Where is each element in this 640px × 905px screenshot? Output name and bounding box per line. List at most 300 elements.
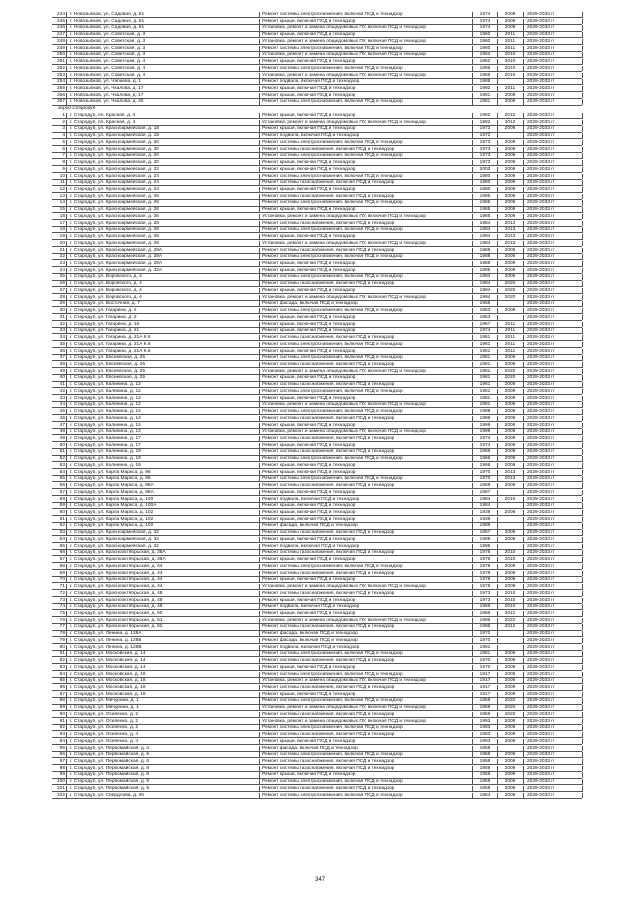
table-row bbox=[0, 692, 640, 698]
address-cell: г. Стародуб, ул. Красноармейская, д. 28А bbox=[70, 254, 163, 260]
work-type-cell: Ремонт крыши, включая ПСД и технадзор bbox=[262, 92, 356, 98]
row-number: 7 bbox=[62, 153, 65, 159]
build-year-cell: 1999 bbox=[479, 429, 491, 435]
row-number: 57 bbox=[59, 489, 65, 495]
row-number: 56 bbox=[59, 483, 65, 489]
address-cell: г. Стародуб, ул. Краснооктябрьская, д. 48 bbox=[70, 597, 163, 603]
period-cell: 2029-2033 гг bbox=[527, 180, 555, 186]
column-divider bbox=[582, 537, 583, 543]
build-year-cell: 1974 bbox=[479, 25, 491, 31]
last-repair-cell: 2009 bbox=[504, 180, 516, 186]
period-cell: 2029-2033 гг bbox=[527, 550, 555, 556]
work-type-cell: Ремонт крыши, включая ПСД и технадзор bbox=[262, 610, 356, 616]
row-number: 41 bbox=[59, 382, 65, 388]
period-cell: 2029-2033 гг bbox=[527, 52, 555, 58]
row-number: 101 bbox=[56, 785, 65, 791]
work-type-cell: Ремонт системы газоснабжения, включая ПСД и технадзор bbox=[262, 180, 395, 186]
build-year-cell: 1970 bbox=[479, 637, 491, 643]
work-type-cell: Ремонт системы электроснабжения, включая ПСД и технадзор bbox=[262, 45, 403, 51]
period-cell: 2029-2033 гг bbox=[527, 328, 555, 334]
address-cell: г. Стародуб, ул. Красноармейская, д. 28А bbox=[70, 261, 163, 266]
address-cell: г. Стародуб, ул. Первомайская, д. 6 bbox=[70, 752, 150, 758]
address-cell: г. Стародуб, ул. Калинина, д. 14 bbox=[70, 422, 141, 428]
column-divider bbox=[582, 429, 583, 435]
row-rule bbox=[52, 798, 582, 799]
column-divider bbox=[582, 692, 583, 698]
build-year-cell: 1960 bbox=[479, 32, 491, 38]
column-divider bbox=[582, 523, 583, 529]
work-type-cell: Ремонт системы газоснабжения, включая ПСД и технадзор bbox=[262, 570, 395, 576]
last-repair-cell: 2009 bbox=[504, 442, 516, 448]
period-cell: 2029-2033 гг bbox=[527, 186, 555, 192]
period-cell: 2029-2033 гг bbox=[527, 664, 555, 670]
table-row bbox=[0, 288, 640, 294]
row-number: 83 bbox=[59, 664, 65, 670]
row-number: 18 bbox=[59, 227, 65, 233]
address-cell: г. Стародуб, ул. Красноармейская, д. 20 bbox=[70, 146, 159, 152]
work-type-cell: Ремонт системы электроснабжения, включая ПСД и технадзор bbox=[262, 254, 403, 260]
work-type-cell: Ремонт системы газоснабжения, включая ПСД и технадзор bbox=[262, 732, 395, 738]
address-cell: г. Новозыбков, ул. Чапаева, д. 1 bbox=[70, 79, 142, 85]
last-repair-cell: 2010 bbox=[504, 65, 516, 71]
work-type-cell: Ремонт системы электроснабжения, включая ПСД и технадзор bbox=[262, 476, 403, 482]
column-divider bbox=[582, 490, 583, 496]
row-number: 69 bbox=[59, 570, 65, 576]
address-cell: г. Новозыбков, ул. Советская, д. 4 bbox=[70, 72, 146, 78]
table-row bbox=[0, 752, 640, 758]
address-cell: г. Стародуб, ул. Красноармейская, д. 26 bbox=[70, 213, 159, 219]
address-cell: г. Стародуб, ул. Карла Маркса, д. 102 bbox=[70, 523, 154, 529]
row-number: 75 bbox=[59, 610, 65, 616]
work-type-cell: Ремонт подвала, включая ПСД и технадзор bbox=[262, 496, 360, 502]
build-year-cell: 1966 bbox=[479, 72, 491, 78]
address-cell: г. Стародуб, ул. Краснооктябрьская, д. 44 bbox=[70, 584, 163, 590]
column-divider bbox=[582, 550, 583, 556]
column-divider bbox=[582, 147, 583, 153]
address-cell: г. Стародуб, ул. Карла Маркса, д. 98А bbox=[70, 489, 154, 495]
work-type-cell: Ремонт системы газоснабжения, включая ПСД и технадзор bbox=[262, 415, 395, 421]
last-repair-cell: 2009 bbox=[504, 792, 516, 798]
build-year-cell: 1981 bbox=[479, 355, 491, 361]
period-cell: 2029-2033 гг bbox=[527, 442, 555, 448]
column-divider bbox=[582, 517, 583, 523]
row-number: 98 bbox=[59, 765, 65, 771]
column-divider bbox=[582, 786, 583, 792]
column-divider bbox=[582, 712, 583, 718]
row-number: 54 bbox=[59, 469, 65, 475]
work-type-cell: Ремонт системы электроснабжения, включая ПСД и технадзор bbox=[262, 792, 403, 798]
table-row bbox=[0, 530, 640, 536]
table-row bbox=[0, 786, 640, 792]
work-type-cell: Ремонт системы газоснабжения, включая ПСД и технадзор bbox=[262, 624, 395, 630]
column-divider bbox=[582, 59, 583, 65]
address-cell: г. Стародуб, ул. Красноармейская, д. 28 bbox=[70, 234, 159, 240]
table-row bbox=[0, 651, 640, 657]
period-cell: 2029-2033 гг bbox=[527, 435, 555, 441]
work-type-cell: Ремонт крыши, включая ПСД и технадзор bbox=[262, 489, 356, 495]
address-cell: г. Стародуб, ул. Калинина, д. 14 bbox=[70, 415, 141, 421]
last-repair-cell: 2009 bbox=[504, 207, 516, 213]
period-cell: 2029-2033 гг bbox=[527, 160, 555, 166]
row-number: 26 bbox=[59, 281, 65, 287]
work-type-cell: Ремонт подвала, включая ПСД и технадзор bbox=[262, 543, 360, 549]
column-divider bbox=[582, 308, 583, 314]
last-repair-cell: 2022 bbox=[504, 617, 516, 623]
build-year-cell: 1984 bbox=[479, 503, 491, 509]
work-type-cell: Ремонт системы электроснабжения, включая ПСД и технадзор bbox=[262, 341, 403, 347]
column-divider bbox=[582, 315, 583, 321]
period-cell: 2029-2033 гг bbox=[527, 361, 555, 367]
row-number: 16 bbox=[59, 213, 65, 219]
last-repair-cell: 2020 bbox=[504, 698, 516, 704]
table-row bbox=[0, 672, 640, 678]
table-row bbox=[0, 577, 640, 583]
last-repair-cell: 2009 bbox=[504, 759, 516, 765]
build-year-cell: 1973 bbox=[479, 146, 491, 152]
build-year-cell: 1999 bbox=[479, 409, 491, 415]
row-number: 31 bbox=[59, 314, 65, 320]
work-type-cell: Установка, ремонт и замена общедомовых ПУ, включая ПСД и технадзор bbox=[262, 213, 427, 219]
row-number: 71 bbox=[59, 584, 65, 590]
table-row bbox=[0, 86, 640, 92]
table-row bbox=[0, 456, 640, 462]
row-number: 24 bbox=[59, 267, 65, 273]
last-repair-cell: 2009 bbox=[504, 186, 516, 192]
row-number: 60 bbox=[59, 510, 65, 516]
address-cell: г. Стародуб, ул. Красноармейская, д. 32А bbox=[70, 267, 163, 273]
period-cell: 2029-2033 гг bbox=[527, 557, 555, 563]
table-row bbox=[0, 584, 640, 590]
address-cell: г. Стародуб, ул. Калинина, д. 12 bbox=[70, 382, 141, 388]
address-cell: г. Стародуб, ул. Калинина, д. 12 bbox=[70, 402, 141, 408]
row-number: 30 bbox=[59, 308, 65, 314]
column-divider bbox=[582, 261, 583, 267]
build-year-cell: 1970 bbox=[479, 469, 491, 475]
build-year-cell: 2003 bbox=[479, 166, 491, 172]
build-year-cell: 1992 bbox=[479, 119, 491, 125]
address-cell: г. Стародуб, ул. Московская, д. 16 bbox=[70, 691, 146, 697]
address-cell: г. Новозыбков, ул. Советская, д. 3 bbox=[70, 38, 146, 44]
build-year-cell: 1958 bbox=[479, 301, 491, 307]
column-divider bbox=[582, 187, 583, 193]
row-number: 96 bbox=[59, 752, 65, 758]
address-cell: г. Стародуб, ул. Красноармейская, д. 26 bbox=[70, 200, 159, 206]
row-number: 51 bbox=[59, 449, 65, 455]
address-cell: г. Стародуб, ул. Краснооктябрьская, д. 44 bbox=[70, 570, 163, 576]
build-year-cell: 1981 bbox=[479, 348, 491, 354]
row-number: 70 bbox=[59, 577, 65, 583]
build-year-cell: 1985 bbox=[479, 213, 491, 219]
address-cell: г. Стародуб, ул. Гагарина, д. 21А К.6 bbox=[70, 335, 151, 341]
period-cell: 2029-2033 гг bbox=[527, 173, 555, 179]
period-cell: 2029-2033 гг bbox=[527, 341, 555, 347]
address-cell: г. Стародуб, ул. Калинина, д. 12 bbox=[70, 395, 141, 401]
last-repair-cell: 2013 bbox=[504, 240, 516, 246]
row-number: 72 bbox=[59, 590, 65, 596]
table-row bbox=[0, 402, 640, 408]
table-row bbox=[0, 658, 640, 664]
row-number: 53 bbox=[59, 462, 65, 468]
address-cell: г. Стародуб, ул. Первомайская, д. 9 bbox=[70, 779, 150, 785]
column-divider bbox=[582, 167, 583, 173]
last-repair-cell: 2009 bbox=[504, 752, 516, 758]
row-number: 1 bbox=[62, 112, 65, 118]
period-cell: 2029-2033 гг bbox=[527, 563, 555, 569]
work-type-cell: Ремонт крыши, включая ПСД и технадзор bbox=[262, 597, 356, 603]
build-year-cell: 1981 bbox=[479, 375, 491, 381]
work-type-cell: Ремонт системы электроснабжения, включая ПСД и технадзор bbox=[262, 651, 403, 657]
address-cell: г. Новозыбков, ул. Чкалова, д. 17 bbox=[70, 86, 144, 92]
build-year-cell: 1988 bbox=[479, 254, 491, 260]
last-repair-cell: 2009 bbox=[504, 483, 516, 489]
period-cell: 2029-2033 гг bbox=[527, 126, 555, 132]
last-repair-cell: 2009 bbox=[504, 577, 516, 583]
work-type-cell: Ремонт системы электроснабжения, включая ПСД и технадзор bbox=[262, 308, 403, 314]
build-year-cell: 1960 bbox=[479, 38, 491, 44]
row-number: 28 bbox=[59, 294, 65, 300]
last-repair-cell: 2009 bbox=[504, 456, 516, 462]
work-type-cell: Установка, ремонт и замена общедомовых ПУ, включая ПСД и технадзор bbox=[262, 294, 427, 300]
table-row bbox=[0, 564, 640, 570]
row-number: 20 bbox=[59, 240, 65, 246]
work-type-cell: Ремонт крыши, включая ПСД и технадзор bbox=[262, 314, 356, 320]
build-year-cell: 1966 bbox=[479, 610, 491, 616]
row-number: 52 bbox=[59, 456, 65, 462]
address-cell: г. Стародуб, ул. Евсеевская, д. 25 bbox=[70, 375, 146, 381]
last-repair-cell: 2011 bbox=[504, 45, 516, 51]
table-row bbox=[0, 746, 640, 752]
row-number: 47 bbox=[59, 422, 65, 428]
table-row bbox=[0, 678, 640, 684]
table-row bbox=[0, 328, 640, 334]
period-cell: 2029-2033 гг bbox=[527, 503, 555, 509]
table-row bbox=[0, 604, 640, 610]
last-repair-cell: 2009 bbox=[504, 166, 516, 172]
last-repair-cell: 2009 bbox=[504, 361, 516, 367]
column-divider bbox=[582, 248, 583, 254]
column-divider bbox=[582, 214, 583, 220]
period-cell: 2029-2033 гг bbox=[527, 772, 555, 778]
table-row bbox=[0, 133, 640, 139]
work-type-cell: Ремонт системы электроснабжения, включая ПСД и технадзор bbox=[262, 698, 403, 704]
build-year-cell: 1974 bbox=[479, 442, 491, 448]
period-cell: 2029-2033 гг bbox=[527, 510, 555, 516]
address-cell: г. Стародуб, ул. Гагарина, д. 2 bbox=[70, 308, 137, 314]
address-cell: г. Стародуб, ул. Красноармейская, д. 28 bbox=[70, 227, 159, 233]
period-cell: 2029-2033 гг bbox=[527, 577, 555, 583]
work-type-cell: Ремонт системы электроснабжения, включая ПСД и технадзор bbox=[262, 725, 403, 731]
build-year-cell: 1994 bbox=[479, 287, 491, 293]
last-repair-cell: 2011 bbox=[504, 32, 516, 38]
work-type-cell: Ремонт системы электроснабжения, включая ПСД и технадзор bbox=[262, 409, 403, 415]
column-divider bbox=[582, 638, 583, 644]
last-repair-cell: 2009 bbox=[504, 173, 516, 179]
work-type-cell: Ремонт системы газоснабжения, включая ПСД и технадзор bbox=[262, 449, 395, 455]
period-cell: 2029-2033 гг bbox=[527, 207, 555, 213]
last-repair-cell: 2009 bbox=[504, 785, 516, 791]
row-number: 49 bbox=[59, 435, 65, 441]
period-cell: 2029-2033 гг bbox=[527, 597, 555, 603]
work-type-cell: Установка, ремонт и замена общедомовых ПУ, включая ПСД и технадзор bbox=[262, 38, 427, 44]
last-repair-cell: 2009 bbox=[504, 409, 516, 415]
last-repair-cell: 2011 bbox=[504, 348, 516, 354]
address-cell: г. Стародуб, пл. Красная, д. 4 bbox=[70, 119, 136, 125]
period-cell: 2029-2033 гг bbox=[527, 287, 555, 293]
address-cell: г. Стародуб, ул. Воровского, д. 4 bbox=[70, 287, 142, 293]
row-number: 256 bbox=[56, 92, 65, 98]
address-cell: г. Стародуб, ул. Первомайская, д. 8 bbox=[70, 765, 150, 771]
work-type-cell: Ремонт фасада, включая ПСД и технадзор bbox=[262, 637, 358, 643]
address-cell: г. Стародуб, ул. Краснооктябрьская, д. 38А bbox=[70, 557, 166, 563]
work-type-cell: Ремонт системы газоснабжения, включая ПСД и технадзор bbox=[262, 711, 395, 717]
period-cell: 2029-2033 гг bbox=[527, 200, 555, 206]
build-year-cell: 1958 bbox=[479, 752, 491, 758]
build-year-cell: 1953 bbox=[479, 308, 491, 314]
table-row bbox=[0, 174, 640, 180]
build-year-cell: 1966 bbox=[479, 604, 491, 610]
last-repair-cell: 2008 bbox=[504, 308, 516, 314]
row-number: 251 bbox=[56, 59, 65, 65]
build-year-cell: 1917 bbox=[479, 691, 491, 697]
last-repair-cell: 2009 bbox=[504, 584, 516, 590]
last-repair-cell: 2009 bbox=[504, 18, 516, 24]
last-repair-cell: 2009 bbox=[504, 382, 516, 388]
period-cell: 2029-2033 гг bbox=[527, 79, 555, 85]
period-cell: 2029-2033 гг bbox=[527, 274, 555, 280]
period-cell: 2029-2033 гг bbox=[527, 133, 555, 139]
work-type-cell: Ремонт крыши, включая ПСД и технадзор bbox=[262, 328, 356, 334]
period-cell: 2029-2033 гг bbox=[527, 281, 555, 287]
address-cell: г. Стародуб, ул. Краснооктябрьская, д. 48 bbox=[70, 604, 163, 610]
last-repair-cell: 2011 bbox=[504, 341, 516, 347]
period-cell: 2029-2033 гг bbox=[527, 99, 555, 105]
work-type-cell: Ремонт крыши, включая ПСД и технадзор bbox=[262, 18, 356, 24]
period-cell: 2029-2033 гг bbox=[527, 395, 555, 401]
last-repair-cell: 2009 bbox=[504, 139, 516, 145]
work-type-cell: Ремонт крыши, включая ПСД и технадзор bbox=[262, 261, 356, 266]
table-row bbox=[0, 25, 640, 31]
period-cell: 2029-2033 гг bbox=[527, 32, 555, 38]
work-type-cell: Ремонт крыши, включая ПСД и технадзор bbox=[262, 442, 356, 448]
address-cell: г. Стародуб, ул. Краснооктябрьская, д. 51 bbox=[70, 617, 163, 623]
address-cell: г. Стародуб, ул. Красноармейская, д. 18 bbox=[70, 126, 159, 132]
build-year-cell: 1967 bbox=[479, 321, 491, 327]
column-divider bbox=[582, 301, 583, 307]
table-row bbox=[0, 624, 640, 630]
work-type-cell: Ремонт системы газоснабжения, включая ПСД и технадзор bbox=[262, 759, 395, 765]
address-cell: г. Стародуб, ул. Краснооктябрьская, д. 48 bbox=[70, 590, 163, 596]
table-row bbox=[0, 389, 640, 395]
column-divider bbox=[582, 746, 583, 752]
column-divider bbox=[582, 79, 583, 85]
build-year-cell: 1970 bbox=[479, 664, 491, 670]
period-cell: 2029-2033 гг bbox=[527, 294, 555, 300]
last-repair-cell: 2012 bbox=[504, 119, 516, 125]
period-cell: 2029-2033 гг bbox=[527, 476, 555, 482]
period-cell: 2029-2033 гг bbox=[527, 234, 555, 240]
column-divider bbox=[582, 120, 583, 126]
address-cell: г. Стародуб, ул. Красноармейская, д. 24 bbox=[70, 173, 159, 179]
address-cell: г. Стародуб, ул. Красноармейская, д. 28 bbox=[70, 240, 159, 246]
address-cell: г. Стародуб, ул. Гагарина, д. 21А К.6 bbox=[70, 348, 151, 354]
period-cell: 2029-2033 гг bbox=[527, 409, 555, 415]
work-type-cell: Ремонт системы газоснабжения, включая ПСД и технадзор bbox=[262, 483, 395, 489]
row-number: 78 bbox=[59, 631, 65, 637]
work-type-cell: Ремонт фасада, включая ПСД и технадзор bbox=[262, 745, 358, 751]
address-cell: г. Новозыбков, ул. Советская, д. 4 bbox=[70, 59, 146, 65]
build-year-cell: 1995 bbox=[479, 543, 491, 549]
period-cell: 2029-2033 гг bbox=[527, 523, 555, 529]
build-year-cell: 1959 bbox=[479, 705, 491, 711]
period-cell: 2029-2033 гг bbox=[527, 166, 555, 172]
period-cell: 2029-2033 гг bbox=[527, 496, 555, 502]
address-cell: г. Стародуб, ул. Карла Маркса, д. 98А bbox=[70, 483, 154, 489]
last-repair-cell: 2012 bbox=[504, 624, 516, 630]
build-year-cell: 1985 bbox=[479, 207, 491, 213]
row-number: 90 bbox=[59, 711, 65, 717]
work-type-cell: Ремонт крыши, включая ПСД и технадзор bbox=[262, 126, 356, 132]
period-cell: 2029-2033 гг bbox=[527, 139, 555, 145]
column-divider bbox=[582, 153, 583, 159]
last-repair-cell: 2009 bbox=[504, 422, 516, 428]
table-row bbox=[0, 638, 640, 644]
table-row bbox=[0, 355, 640, 361]
table-row bbox=[0, 436, 640, 442]
work-type-cell: Ремонт крыши, включая ПСД и технадзор bbox=[262, 207, 356, 213]
column-divider bbox=[582, 274, 583, 280]
build-year-cell: 1973 bbox=[479, 590, 491, 596]
table-row bbox=[0, 349, 640, 355]
work-type-cell: Ремонт крыши, включая ПСД и технадзор bbox=[262, 86, 356, 92]
work-type-cell: Ремонт крыши, включая ПСД и технадзор bbox=[262, 422, 356, 428]
last-repair-cell: 2009 bbox=[504, 200, 516, 206]
address-cell: г. Стародуб, ул. Калинина, д. 14 bbox=[70, 409, 141, 415]
address-cell: г. Стародуб, ул. Калинина, д. 12 bbox=[70, 388, 141, 394]
last-repair-cell: 2009 bbox=[504, 671, 516, 677]
row-number: 248 bbox=[56, 38, 65, 44]
table-row bbox=[0, 120, 640, 126]
table-row bbox=[0, 449, 640, 455]
period-cell: 2029-2033 гг bbox=[527, 765, 555, 771]
address-cell: г. Стародуб, ул. Краснооктябрьская, д. 38А bbox=[70, 550, 166, 556]
row-number: 46 bbox=[59, 415, 65, 421]
row-number: 102 bbox=[56, 792, 65, 798]
last-repair-cell: 2020 bbox=[504, 281, 516, 287]
period-cell: 2029-2033 гг bbox=[527, 671, 555, 677]
row-number: 33 bbox=[59, 328, 65, 334]
row-number: 14 bbox=[59, 200, 65, 206]
table-row bbox=[0, 503, 640, 509]
build-year-cell: 1958 bbox=[479, 759, 491, 765]
row-number: 84 bbox=[59, 671, 65, 677]
period-cell: 2029-2033 гг bbox=[527, 247, 555, 253]
last-repair-cell: 2013 bbox=[504, 227, 516, 233]
last-repair-cell: 2009 bbox=[504, 193, 516, 199]
table-row bbox=[0, 544, 640, 550]
table-row bbox=[0, 483, 640, 489]
row-number: 246 bbox=[56, 25, 65, 31]
build-year-cell: 1917 bbox=[479, 671, 491, 677]
row-number: 48 bbox=[59, 429, 65, 435]
period-cell: 2029-2033 гг bbox=[527, 261, 555, 266]
row-number: 59 bbox=[59, 503, 65, 509]
table-row bbox=[0, 73, 640, 79]
row-number: 244 bbox=[56, 12, 65, 17]
work-type-cell: Ремонт системы электроснабжения, включая ПСД и технадзор bbox=[262, 355, 403, 361]
last-repair-cell: 2009 bbox=[504, 725, 516, 731]
row-number: 17 bbox=[59, 220, 65, 226]
build-year-cell: 1999 bbox=[479, 422, 491, 428]
